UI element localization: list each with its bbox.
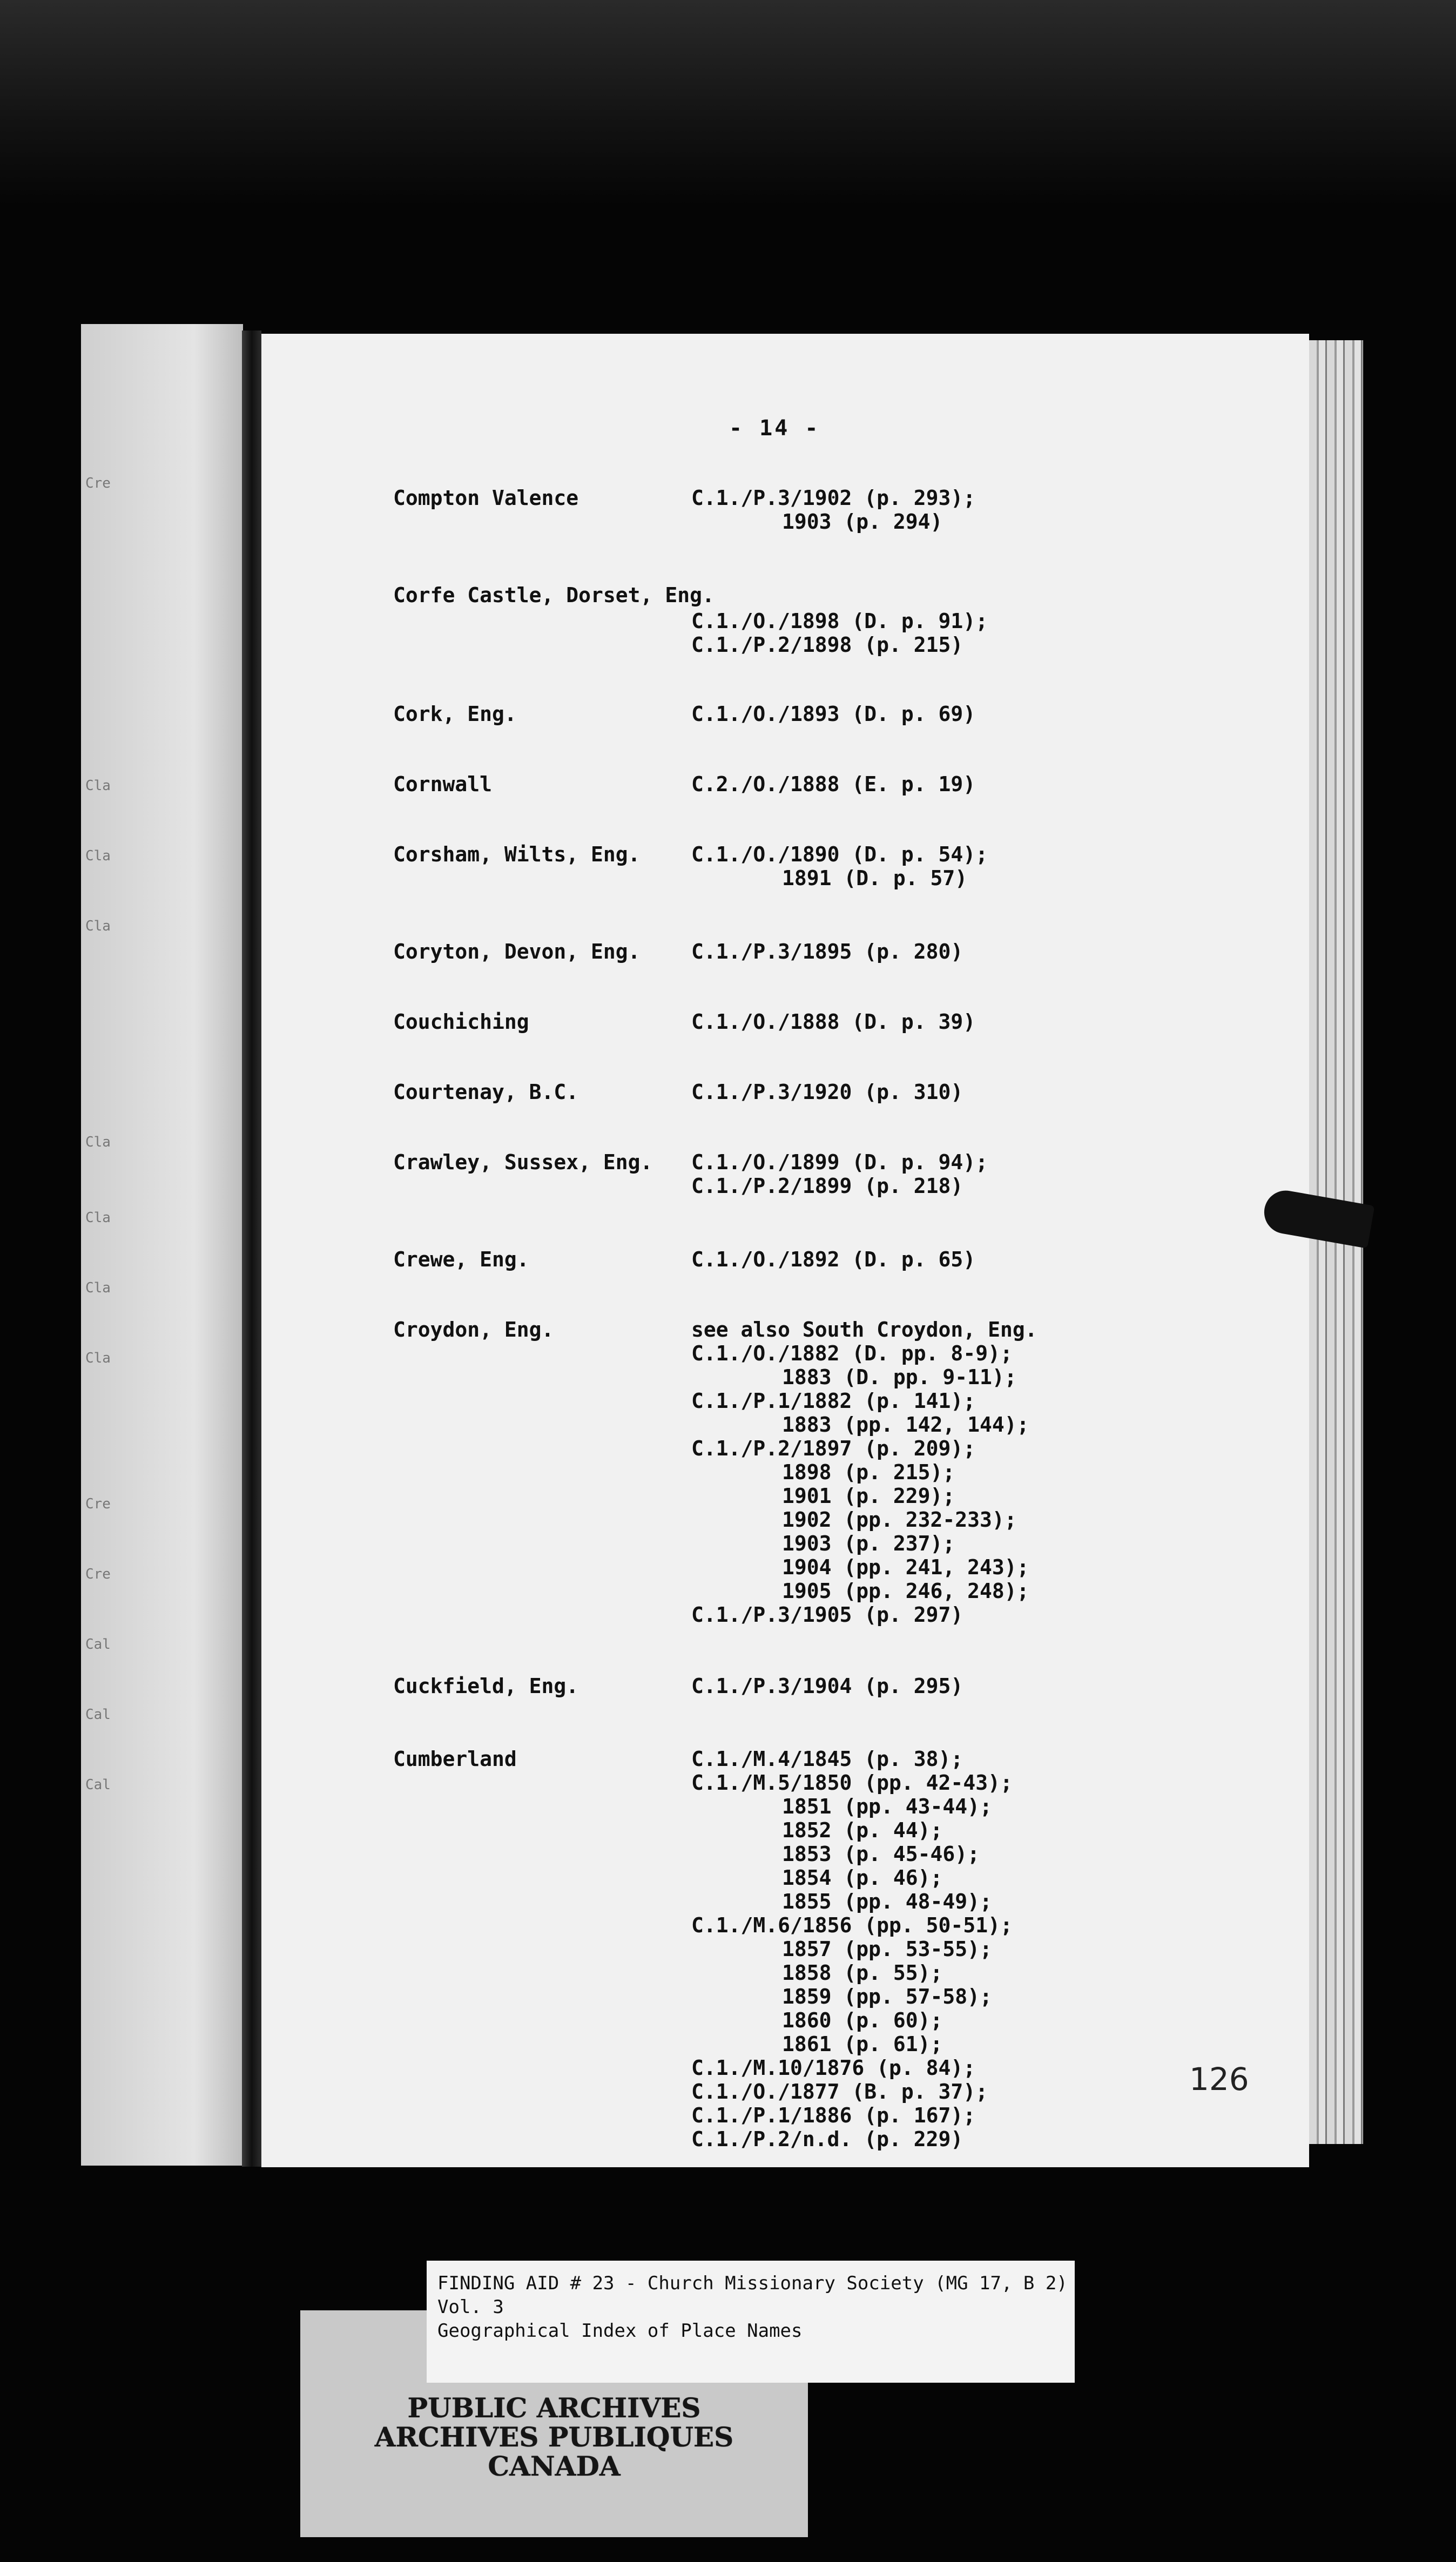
place-name: Compton Valence [393, 486, 579, 510]
place-name: Couchiching [393, 1010, 529, 1034]
reference-line: C.1./P.3/1904 (p. 295) [691, 1674, 963, 1698]
reference-line: C.2./O./1888 (E. p. 19) [691, 772, 976, 796]
archives-stamp-line: ARCHIVES PUBLIQUES [374, 2421, 734, 2453]
place-name: Crewe, Eng. [393, 1248, 529, 1271]
finding-aid-label [427, 2261, 1075, 2383]
archives-stamp-line: CANADA [488, 2450, 621, 2482]
frame-number: 126 [1189, 2061, 1249, 2098]
left-page-fragment: Cla [85, 918, 111, 934]
left-page-fragment: Cla [85, 848, 111, 864]
left-page-fragment: Cre [85, 1496, 111, 1512]
reference-line: 1861 (p. 61); [782, 2032, 943, 2056]
reference-line: 1904 (pp. 241, 243); [782, 1555, 1029, 1579]
reference-line: C.1./O./1890 (D. p. 54); [691, 842, 988, 866]
reference-line: C.1./O./1888 (D. p. 39) [691, 1010, 976, 1034]
reference-line: 1857 (pp. 53-55); [782, 1937, 992, 1961]
reference-line: 1854 (p. 46); [782, 1866, 943, 1890]
finding-aid-subtitle: Geographical Index of Place Names [437, 2320, 803, 2342]
reference-line: C.1./M.6/1856 (pp. 50-51); [691, 1913, 1013, 1937]
left-page-fragment: Cal [85, 1777, 111, 1793]
reference-line: C.1./O./1898 (D. p. 91); [691, 609, 988, 633]
place-name: Coryton, Devon, Eng. [393, 940, 641, 963]
reference-line: 1853 (p. 45-46); [782, 1842, 980, 1866]
archives-stamp [300, 2394, 808, 2481]
reference-line: C.1./M.5/1850 (pp. 42-43); [691, 1771, 1013, 1795]
reference-line: C.1./O./1892 (D. p. 65) [691, 1248, 976, 1271]
reference-line: C.1./O./1882 (D. pp. 8-9); [691, 1341, 1013, 1365]
place-name: Cumberland [393, 1747, 517, 1771]
reference-line: C.1./P.2/n.d. (p. 229) [691, 2127, 963, 2151]
reference-line: C.1./P.3/1920 (p. 310) [691, 1080, 963, 1104]
reference-line: 1883 (pp. 142, 144); [782, 1413, 1029, 1437]
book-spine [242, 331, 261, 2167]
place-name: Corsham, Wilts, Eng. [393, 842, 641, 866]
left-page [81, 324, 243, 2166]
reference-line: 1858 (p. 55); [782, 1961, 943, 1985]
reference-line: 1852 (p. 44); [782, 1818, 943, 1842]
place-name: Cuckfield, Eng. [393, 1674, 579, 1698]
reference-line: C.1./P.1/1886 (p. 167); [691, 2103, 976, 2127]
page-number: - 14 - [729, 416, 820, 441]
place-name: Courtenay, B.C. [393, 1080, 579, 1104]
left-page-fragment: Cre [85, 1566, 111, 1582]
place-name: Cornwall [393, 772, 493, 796]
reference-line: C.1./O./1893 (D. p. 69) [691, 702, 976, 726]
reference-line: C.1./O./1899 (D. p. 94); [691, 1150, 988, 1174]
left-page-fragment: Cla [85, 1280, 111, 1296]
place-name: Crawley, Sussex, Eng. [393, 1150, 653, 1174]
film-top-band [0, 0, 1456, 205]
reference-line: C.1./M.10/1876 (p. 84); [691, 2056, 976, 2080]
reference-line: C.1./P.3/1905 (p. 297) [691, 1603, 963, 1627]
reference-line: 1902 (pp. 232-233); [782, 1508, 1017, 1532]
reference-line: 1860 (p. 60); [782, 2008, 943, 2032]
reference-line: 1855 (pp. 48-49); [782, 1890, 992, 1913]
finding-aid-title: FINDING AID # 23 - Church Missionary Society (MG 17, B 2) [437, 2273, 1068, 2294]
reference-line: C.1./M.4/1845 (p. 38); [691, 1747, 963, 1771]
reference-line: C.1./P.2/1898 (p. 215) [691, 633, 963, 657]
reference-line: 1891 (D. p. 57) [782, 866, 968, 890]
place-name: Croydon, Eng. [393, 1318, 554, 1341]
reference-line: C.1./P.1/1882 (p. 141); [691, 1389, 976, 1413]
reference-line: 1901 (p. 229); [782, 1484, 955, 1508]
archives-stamp-line: PUBLIC ARCHIVES [407, 2392, 701, 2424]
reference-line: C.1./P.3/1902 (p. 293); [691, 486, 976, 510]
reference-line: C.1./P.2/1897 (p. 209); [691, 1437, 976, 1460]
left-page-fragment: Cla [85, 1134, 111, 1150]
place-name: Corfe Castle, Dorset, Eng. [393, 583, 714, 607]
left-page-fragment: Cla [85, 778, 111, 794]
reference-line: C.1./O./1877 (B. p. 37); [691, 2080, 988, 2103]
reference-line: 1905 (pp. 246, 248); [782, 1579, 1029, 1603]
left-page-fragment: Cal [85, 1636, 111, 1653]
reference-line: 1851 (pp. 43-44); [782, 1795, 992, 1818]
reference-line: 1903 (p. 237); [782, 1532, 955, 1555]
reference-line: see also South Croydon, Eng. [691, 1318, 1037, 1341]
left-page-fragment: Cal [85, 1707, 111, 1723]
left-page-fragment: Cla [85, 1210, 111, 1226]
reference-line: 1903 (p. 294) [782, 510, 943, 534]
place-name: Cork, Eng. [393, 702, 517, 726]
left-page-fragment: Cla [85, 1350, 111, 1366]
finding-aid-volume: Vol. 3 [437, 2296, 504, 2318]
reference-line: 1898 (p. 215); [782, 1460, 955, 1484]
reference-line: 1859 (pp. 57-58); [782, 1985, 992, 2008]
left-page-fragment: Cre [85, 475, 111, 491]
reference-line: C.1./P.3/1895 (p. 280) [691, 940, 963, 963]
reference-line: 1883 (D. pp. 9-11); [782, 1365, 1017, 1389]
reference-line: C.1./P.2/1899 (p. 218) [691, 1174, 963, 1198]
